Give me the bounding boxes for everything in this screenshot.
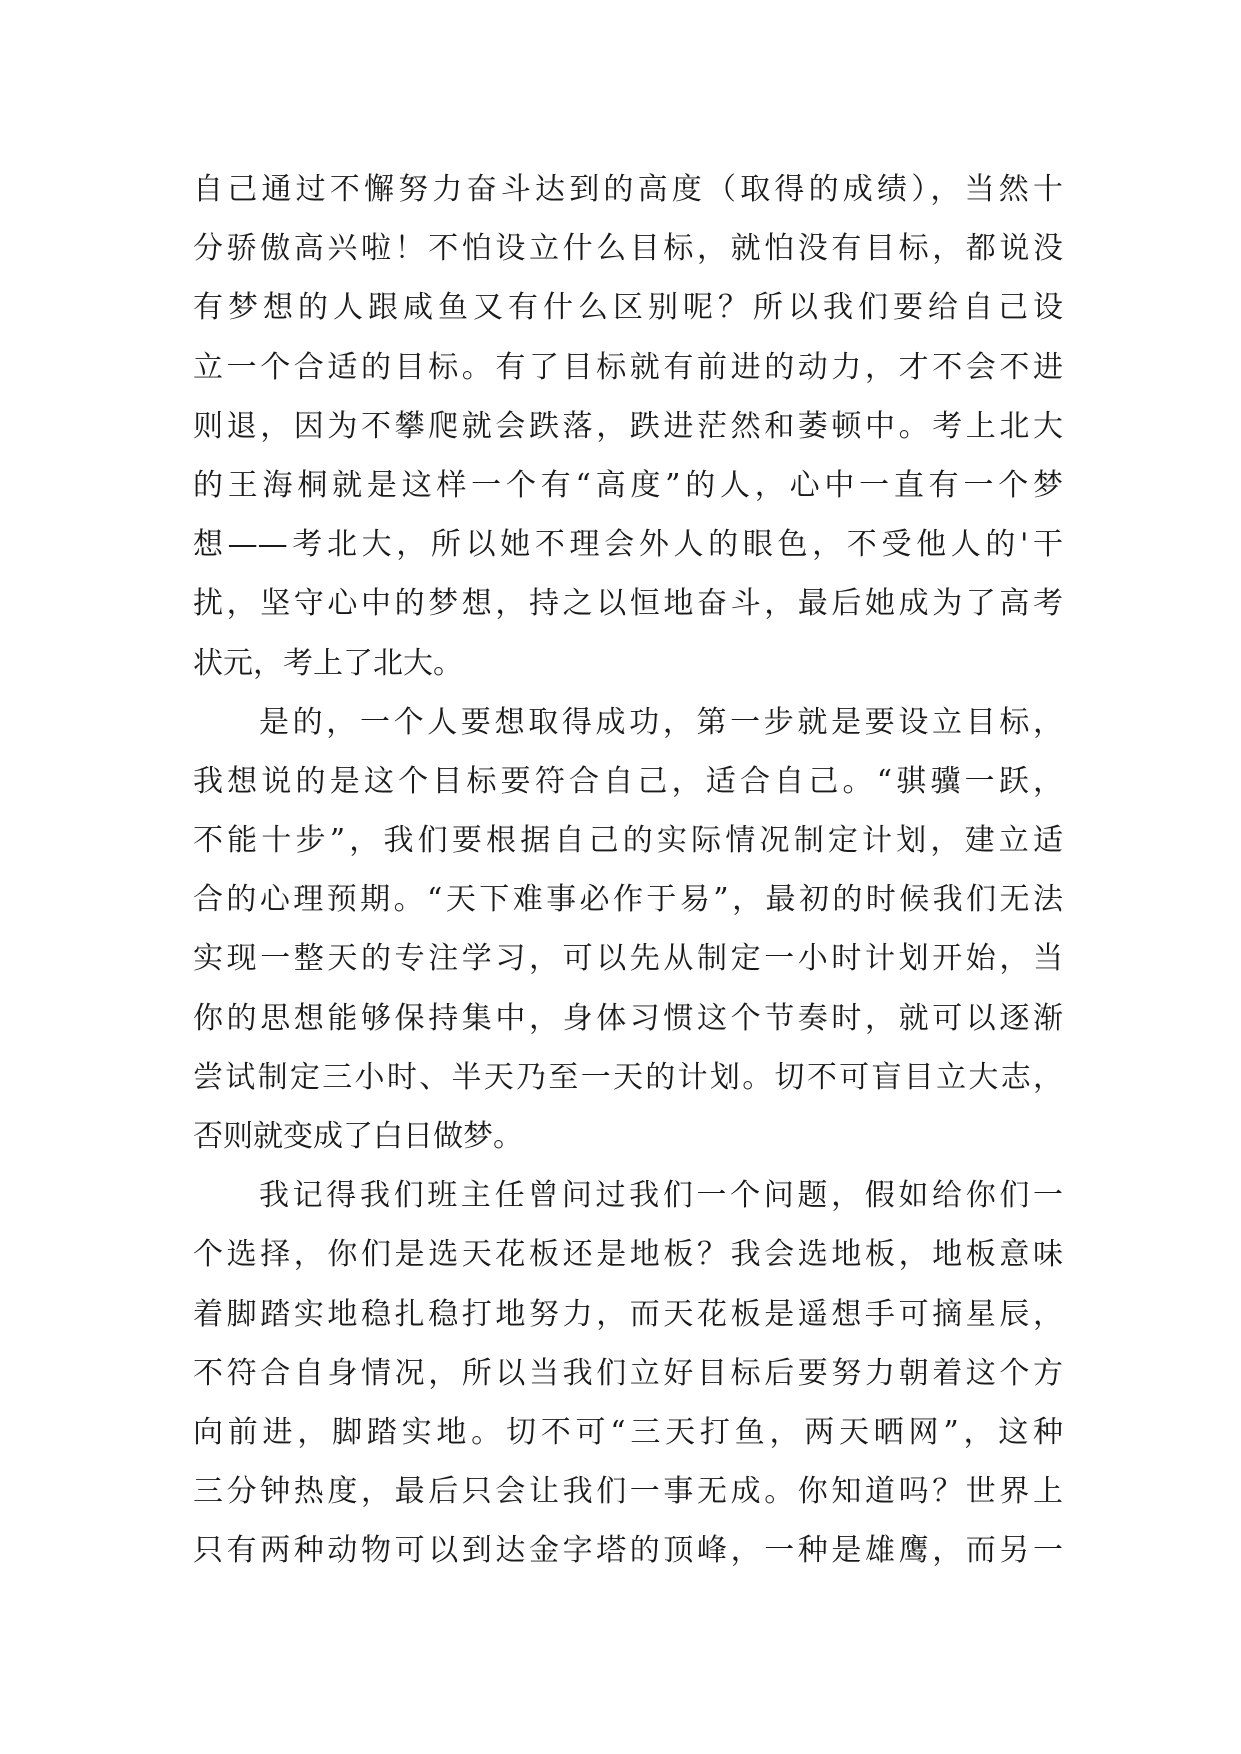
- text-line: 我想说的是这个目标要符合自己，适合自己。“骐骥一跃，: [193, 763, 1063, 799]
- text-line: 则退，因为不攀爬就会跌落，跌进茫然和萎顿中。考上北大: [193, 408, 1063, 444]
- text-line: 扰，坚守心中的梦想，持之以恒地奋斗，最后她成为了高考: [193, 586, 1063, 622]
- text-line: 实现一整天的专注学习，可以先从制定一小时计划开始，当: [193, 941, 1063, 977]
- body-text: [193, 160, 1063, 1581]
- text-line: 想——考北大，所以她不理会外人的眼色，不受他人的'干: [193, 527, 1063, 563]
- text-line: 着脚踏实地稳扎稳打地努力，而天花板是遥想手可摘星辰，: [193, 1296, 1063, 1332]
- text-line: 是的，一个人要想取得成功，第一步就是要设立目标，: [259, 704, 1063, 740]
- text-line: 立一个合适的目标。有了目标就有前进的动力，才不会不进: [193, 349, 1063, 385]
- text-line: 合的心理预期。“天下难事必作于易”，最初的时候我们无法: [193, 882, 1063, 918]
- text-line: 状元，考上了北大。: [193, 645, 463, 681]
- text-line: 三分钟热度，最后只会让我们一事无成。你知道吗？世界上: [193, 1474, 1063, 1510]
- text-line: 的王海桐就是这样一个有“高度”的人，心中一直有一个梦: [193, 467, 1063, 503]
- text-line: 有梦想的人跟咸鱼又有什么区别呢？所以我们要给自己设: [193, 290, 1063, 326]
- text-line: 向前进，脚踏实地。切不可“三天打鱼，两天晒网”，这种: [193, 1414, 1063, 1450]
- text-line: 不符合自身情况，所以当我们立好目标后要努力朝着这个方: [193, 1355, 1063, 1391]
- text-line: 尝试制定三小时、半天乃至一天的计划。切不可盲目立大志，: [193, 1059, 1063, 1095]
- text-line: 自己通过不懈努力奋斗达到的高度（取得的成绩），当然十: [193, 172, 1063, 207]
- text-line: 不能十步”，我们要根据自己的实际情况制定计划，建立适: [193, 823, 1063, 859]
- text-line: 分骄傲高兴啦！不怕设立什么目标，就怕没有目标，都说没: [193, 231, 1063, 267]
- text-line: 我记得我们班主任曾问过我们一个问题，假如给你们一: [259, 1178, 1063, 1214]
- text-line: 个选择，你们是选天花板还是地板？我会选地板，地板意味: [193, 1237, 1063, 1273]
- text-line: 你的思想能够保持集中，身体习惯这个节奏时，就可以逐渐: [193, 1000, 1063, 1036]
- text-line: 只有两种动物可以到达金字塔的顶峰，一种是雄鹰，而另一: [193, 1533, 1063, 1569]
- text-line: 否则就变成了白日做梦。: [193, 1119, 523, 1154]
